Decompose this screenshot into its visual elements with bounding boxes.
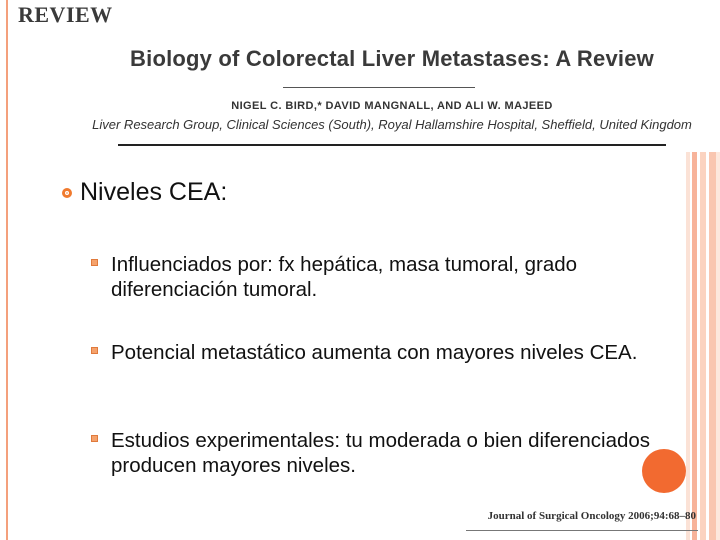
citation-underline bbox=[466, 530, 698, 531]
sub-bullet-text: Influenciados por: fx hepática, masa tumoral, grado diferenciación tumoral. bbox=[111, 253, 578, 301]
sub-bullet-1 bbox=[91, 252, 671, 302]
square-bullet-icon bbox=[91, 259, 98, 266]
sub-bullet-3 bbox=[91, 428, 671, 478]
square-bullet-icon bbox=[91, 347, 98, 354]
main-bullet bbox=[62, 178, 227, 207]
ring-bullet-icon bbox=[62, 188, 72, 198]
decorative-circle bbox=[642, 449, 686, 493]
title-divider bbox=[283, 87, 475, 88]
sub-bullet-text: Potencial metastático aumenta con mayores niveles CEA. bbox=[111, 341, 638, 364]
article-authors: NIGEL C. BIRD,* DAVID MANGNALL, AND ALI W. MAJEED bbox=[231, 100, 553, 112]
frame-line-left bbox=[6, 0, 8, 540]
square-bullet-icon bbox=[91, 435, 98, 442]
section-header: REVIEW bbox=[18, 2, 113, 27]
article-affiliation: Liver Research Group, Clinical Sciences (South), Royal Hallamshire Hospital, Sheffield, United Kingdom bbox=[92, 117, 692, 132]
decorative-stripes bbox=[686, 152, 720, 540]
main-bullet-text: Niveles CEA: bbox=[80, 178, 228, 206]
journal-citation: Journal of Surgical Oncology 2006;94:68–80 bbox=[487, 510, 696, 522]
header-divider bbox=[118, 144, 666, 146]
article-title: Biology of Colorectal Liver Metastases: A Review bbox=[130, 46, 654, 71]
sub-bullet-2 bbox=[91, 340, 671, 365]
sub-bullet-text: Estudios experimentales: tu moderada o bien diferenciados producen mayores niveles. bbox=[111, 429, 651, 477]
